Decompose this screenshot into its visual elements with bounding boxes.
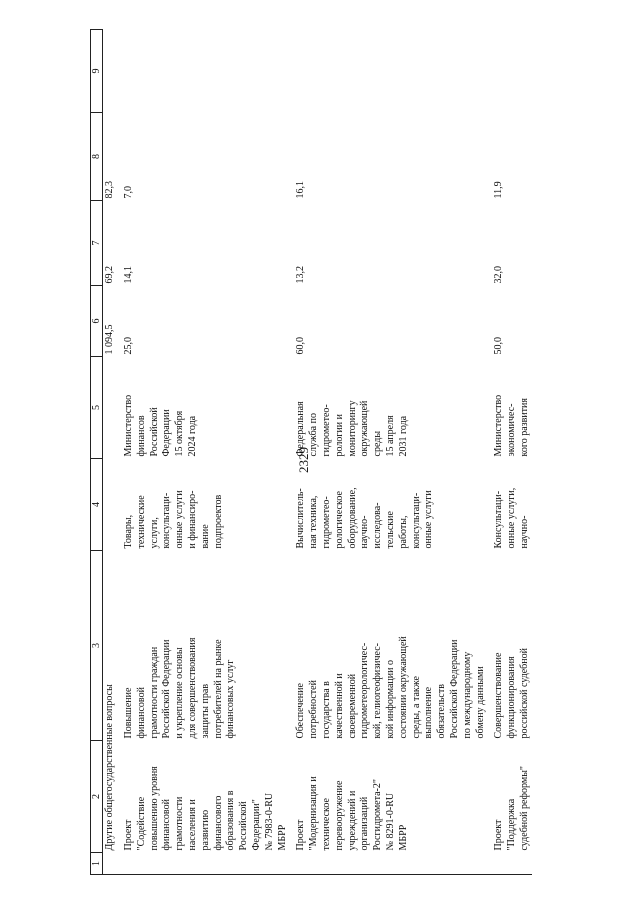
value-c8: 11,9 bbox=[493, 181, 505, 199]
cell-line: научно- bbox=[359, 515, 371, 549]
cell-line: развитию bbox=[199, 809, 211, 851]
cell-line: финансовых услуг bbox=[225, 659, 237, 739]
cell-line: функционирования bbox=[506, 656, 518, 739]
cell-line: Министерство bbox=[493, 394, 505, 457]
cell-line: повышению уровня bbox=[148, 766, 160, 851]
cell-line: подпроектов bbox=[212, 494, 224, 549]
section-row bbox=[103, 30, 118, 875]
cell-line: Российской bbox=[238, 801, 250, 851]
cell-line: 15 апреля bbox=[384, 415, 396, 457]
value-c7: 32,0 bbox=[493, 266, 505, 284]
cell-line: Повышение bbox=[123, 687, 134, 739]
cell-line: состоянии окружающей bbox=[397, 636, 409, 739]
cell-line: рологическое bbox=[333, 491, 345, 549]
value-c7: 14,1 bbox=[123, 266, 134, 284]
section-total-c7: 69,2 bbox=[104, 266, 115, 284]
section-total-c6: 1 094,5 bbox=[104, 324, 115, 355]
cell-line: Товары, bbox=[123, 514, 134, 549]
value-c9 bbox=[487, 30, 531, 113]
cell-line: услуги, bbox=[148, 517, 160, 549]
cell-line: ная техника, bbox=[308, 495, 320, 549]
value-c6: 25,0 bbox=[123, 337, 134, 355]
cell-line: Проект bbox=[295, 819, 307, 851]
col-header: 2 bbox=[91, 741, 103, 853]
cell-line: среды bbox=[372, 430, 384, 457]
cell-line: окружающей bbox=[359, 400, 371, 457]
cell-line: перевооружение bbox=[333, 780, 345, 851]
expenditure-items bbox=[289, 459, 487, 551]
table-row bbox=[487, 30, 531, 875]
cell-line: тельские bbox=[384, 511, 396, 549]
col-header: 5 bbox=[91, 357, 103, 459]
cell-line: финансовой bbox=[161, 799, 173, 851]
cell-line: онные услуги bbox=[423, 490, 435, 549]
value-c8: 16,1 bbox=[295, 181, 307, 199]
cell-line: государства в bbox=[320, 681, 332, 739]
cell-line: финансового bbox=[212, 795, 224, 851]
cell-line: "Содействие bbox=[135, 796, 147, 851]
cell-line: организаций bbox=[359, 796, 371, 851]
cell-line: онные услуги, bbox=[506, 487, 518, 549]
value-c6: 60,0 bbox=[295, 337, 307, 355]
value-c8: 7,0 bbox=[123, 186, 134, 199]
page-number: 2329 bbox=[296, 447, 311, 473]
cell-line: 2024 года bbox=[186, 415, 198, 457]
value-c6: 50,0 bbox=[493, 337, 505, 355]
cell-line: Проект bbox=[123, 819, 134, 851]
col-header: 7 bbox=[91, 201, 103, 286]
col-header: 9 bbox=[91, 30, 103, 113]
cell-line: Федерации" bbox=[250, 799, 262, 851]
cell-line: консультаци- bbox=[410, 492, 422, 549]
project-goal bbox=[117, 551, 289, 741]
cell-line: финансовой bbox=[135, 687, 147, 739]
cell-line: судебной реформы" bbox=[518, 765, 530, 851]
cell-line: рологии и bbox=[333, 413, 345, 457]
cell-line: техническое bbox=[320, 798, 332, 851]
cell-line: среды, а также bbox=[410, 676, 422, 739]
cell-line: работы, bbox=[397, 515, 409, 549]
cell-line: 2031 года bbox=[397, 415, 409, 457]
cell-line: образования в bbox=[225, 790, 237, 851]
expenditure-items bbox=[487, 459, 531, 551]
cell-line: своевременной bbox=[346, 673, 358, 739]
section-total-c8: 82,3 bbox=[104, 181, 115, 199]
cell-line: российской судебной bbox=[518, 648, 530, 739]
cell-line: № 8291-0-RU bbox=[384, 792, 396, 851]
cell-line: "Модернизация и bbox=[308, 776, 320, 851]
value-c9 bbox=[117, 30, 289, 113]
cell-line: Росгидромета-2" bbox=[372, 779, 384, 851]
project-name bbox=[487, 741, 531, 853]
cell-line: защиты прав bbox=[199, 683, 211, 739]
cell-line: Министерство bbox=[123, 394, 134, 457]
cell-line: выполнение bbox=[423, 686, 435, 739]
project-rows bbox=[117, 30, 532, 875]
table-row bbox=[117, 30, 289, 875]
cell-line: кой информации о bbox=[384, 660, 396, 739]
cell-line: кого развития bbox=[518, 398, 530, 457]
col-header: 1 bbox=[91, 853, 103, 875]
cell-line: и укрепление основы bbox=[174, 647, 186, 739]
project-name bbox=[289, 741, 487, 853]
cell-line: Вычислитель- bbox=[295, 488, 307, 549]
cell-line: Российской bbox=[148, 407, 160, 457]
cell-line: технические bbox=[135, 495, 147, 549]
cell-line: качественной и bbox=[333, 673, 345, 739]
cell-line: потребностей bbox=[308, 680, 320, 739]
executor-and-date bbox=[487, 357, 531, 459]
project-name bbox=[117, 741, 289, 853]
col-header: 6 bbox=[91, 286, 103, 357]
value-c9 bbox=[289, 30, 487, 113]
cell-line: МБРР bbox=[397, 824, 409, 851]
cell-line: Федеральная bbox=[295, 401, 307, 457]
cell-line: учреждений и bbox=[346, 790, 358, 851]
cell-line: финансов bbox=[135, 415, 147, 457]
col-header: 8 bbox=[91, 113, 103, 201]
section-title: Другие общегосударственные вопросы bbox=[104, 684, 115, 851]
cell-line: мониторингу bbox=[346, 400, 358, 457]
cell-line: 15 октября bbox=[174, 410, 186, 457]
cell-line: гидрометеорологичес- bbox=[359, 642, 371, 739]
cell-line: оборудование, bbox=[346, 487, 358, 549]
col-header: 4 bbox=[91, 459, 103, 551]
cell-line: МБРР bbox=[276, 824, 288, 851]
cell-line: грамотности граждан bbox=[148, 646, 160, 739]
cell-line: "Поддержка bbox=[506, 798, 518, 851]
cell-line: гидрометео- bbox=[320, 404, 332, 457]
cell-line: онные услуги bbox=[174, 490, 186, 549]
cell-line: обмену данными bbox=[474, 666, 486, 739]
cell-line: населения и bbox=[186, 799, 198, 851]
cell-line: для совершенствования bbox=[186, 637, 198, 739]
section-total-c9 bbox=[103, 30, 118, 113]
cell-line: кой, гелиогеофизичес- bbox=[372, 643, 384, 739]
executor-and-date bbox=[117, 357, 289, 459]
project-goal bbox=[289, 551, 487, 741]
cell-line: экономичес- bbox=[506, 403, 518, 457]
expenditure-items bbox=[117, 459, 289, 551]
cell-line: Совершенствование bbox=[493, 652, 505, 739]
cell-line: Федерации bbox=[161, 409, 173, 457]
cell-line: потребителей на рынке bbox=[212, 639, 224, 739]
cell-line: служба по bbox=[308, 413, 320, 457]
cell-line: обязательств bbox=[436, 684, 448, 739]
value-c7: 13,2 bbox=[295, 266, 307, 284]
cell-line: исследова- bbox=[372, 502, 384, 549]
cell-line: по международному bbox=[461, 651, 473, 739]
table-row bbox=[289, 30, 487, 875]
cell-line: консультаци- bbox=[161, 492, 173, 549]
rotated-table-container bbox=[90, 30, 561, 875]
cell-line: Российской Федерации bbox=[448, 639, 460, 739]
cell-line: вание bbox=[199, 524, 211, 549]
cell-line: Российской Федерации bbox=[161, 639, 173, 739]
cell-line: Консультаци- bbox=[493, 490, 505, 549]
cell-line: научно- bbox=[518, 515, 530, 549]
cell-line: гидрометео- bbox=[320, 496, 332, 549]
cell-line: Проект bbox=[493, 819, 505, 851]
budget-table bbox=[90, 29, 532, 875]
project-goal bbox=[487, 551, 531, 741]
cell-line: и финансиро- bbox=[186, 490, 198, 549]
cell-line: грамотности bbox=[174, 796, 186, 851]
cell-line: № 7983-0-RU bbox=[263, 792, 275, 851]
cell-line: Обеспечение bbox=[295, 683, 307, 739]
executor-and-date bbox=[289, 357, 487, 459]
col-header: 3 bbox=[91, 551, 103, 741]
column-header-row bbox=[91, 30, 103, 875]
